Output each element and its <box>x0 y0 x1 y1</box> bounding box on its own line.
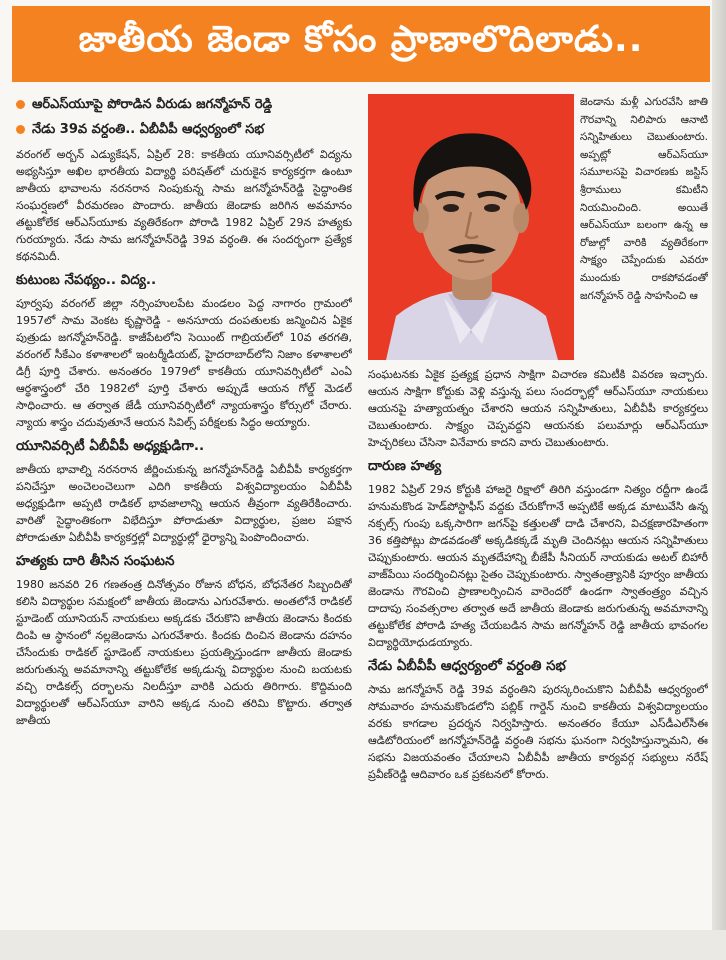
bottom-margin <box>0 930 726 960</box>
intro-paragraph: వరంగల్ అర్బన్ ఎడ్యుకేషన్, ఏప్రిల్ 28: కాకతీయ యూనివర్సిటీలో విద్యను అభ్యసిస్తూ అఖిల భారతీయ విద్యార్థి పరిషత్‌లో చురుకైన కార్యకర్తగా ఉంటూ జాతీయ భావాలను నరనరాన నింపుకున్న సామ జగన్మోహన్‌రెడ్డి సైద్ధాంతిక సంఘర్షణలో వీరమరణం పొందారు. జాతీయ జెండాకు జరిగిన అవమానం తట్టుకోలేక ఆర్‌ఎస్‌యూకు వ్యతిరేకంగా పోరాడి 1982 ఏప్రిల్ 29న హత్యకు గురయ్యారు. నేడు సామ జగన్మోహన్‌రెడ్డి 39వ వర్ధంతి. ఈ సందర్భంగా ప్రత్యేక కథనమిదీ. <box>16 148 352 263</box>
left-column <box>16 94 352 924</box>
murder-path-paragraph: 1980 జనవరి 26 గణతంత్ర దినోత్సవం రోజున బోధన, బోధనేతర సిబ్బందితో కలిసి విద్యార్థుల సమక్షంలో జాతీయ జెండాను ఎగురవేశారు. అంతలోనే రాడికల్ స్టూడెంట్ యూనియన్ నాయకులు అక్కడకు చేరుకొని జాతీయ జెండాను కిందకు దింపి ఆ స్థానంలో నల్లజెండాను ఎగురవేశారు. కిందకు దించిన జెండాను దహనం చేసేందుకు రాడికల్ స్టూడెంట్ నాయకులు ప్రయత్నిస్తుండగా జాతీయ జెండాకు జరుగుతున్న అవమానాన్ని తట్టుకోలేక అక్కడున్న విద్యార్థుల నుంచి బయటకు వచ్చి రాడికల్స్ దర్భాలను నిలదీస్తూ వారికి ఎదురు తిరిగారు. కొద్దిమంది విద్యార్థులతో ఆర్‌ఎస్‌యూ వారిని అక్కడ నుంచి తరిమి కొట్టారు. తర్వాత జాతీయ <box>16 578 352 727</box>
abvp-heading: యూనివర్సిటీ ఏబీవీపీ అధ్యక్షుడిగా.. <box>16 438 205 454</box>
murder-paragraph: 1982 ఏప్రిల్ 29న కోర్టుకి హాజరై రిక్షాలో తిరిగి వస్తుండగా నిత్యం రద్దీగా ఉండే హనుమకొండ హెడ్‌పోస్టాఫీస్ వద్దకు చేరుకోగానే అప్పటికే అక్కడ మాటువేసి ఉన్న నక్సల్స్ గుంపు ఒక్కసారిగా జగన్‌పై కత్తులతో దాడి చేశారని, విచక్షణారహితంగా 36 కత్తిపోట్లు పొడవడంతో అక్కడికక్కడే మృతి చెందినట్లు ఆయన సన్నిహితులు చెప్పుకుంటారు. ఆయన మృతదేహాన్ని బీజేపీ సీనియర్ నాయకుడు అటల్ బిహారీ వాజ్‌పేయి సందర్శించినట్లు సైతం చెప్పుకుంటారు. స్వాతంత్ర్యానికి పూర్వం జాతీయ జెండాను గౌరవించి ప్రాణాలర్పించిన వారెందరో ఉండగా స్వాతంత్ర్యం వచ్చిన దాదాపు సంవత్సరాల తర్వాత అదే జాతీయ జెండాకు జరుగుతున్న అవమానాన్ని తట్టుకోలేక పోరాడి హత్య చేయబడిన సామ జగన్మోహన్ రెడ్డి జాతీయ భావంగల విద్యార్థియోధుడయ్యారు. <box>368 483 708 649</box>
family-paragraph: పూర్వపు వరంగల్ జిల్లా నర్సింహులపేట మండలం పెద్ద నాగారం గ్రామంలో 1957లో సామ వెంకట కృష్ణారెడ్డి - అనసూయ దంపతులకు జన్మించిన ఏకైక పుత్రుడు జగన్మోహన్‌రెడ్డి. కాజీపేటలోని సెయింట్ గాబ్రియల్‌లో 10వ తరగతి, వరంగల్ సీకేఎం కళాశాలలో ఇంటర్మీడియట్, హైదరాబాద్‌లోని నిజాం కళాశాలలో డిగ్రీ పూర్తి చేశారు. అనంతరం 1979లో కాకతీయ యూనివర్సిటీలో ఎంఏ ఆర్థశాస్త్రంలో చేరి 1982లో పూర్తి చేశారు అప్పుడే ఆయన గోల్డ్ మెడల్ సాధించారు. ఆ తర్వాత జేడీ యూనివర్సిటీలో న్యాయశాస్త్రం కోర్సులో చేరారు. న్యాయ శాస్త్రం చదువుతూనే ఆయన సివిల్స్ పరీక్షలకు సిద్ధం అయ్యారు. <box>16 297 352 429</box>
bullet-point <box>16 96 352 113</box>
murder-heading: దారుణ హత్య <box>368 458 442 474</box>
bullet-text: నేడు 39వ వర్ధంతి.. ఏబీవీపీ ఆధ్వర్యంలో సభ <box>32 122 265 137</box>
text-beside-photo <box>580 94 708 360</box>
headline: జాతీయ జెండా కోసం ప్రాణాలొదిలాడు.. <box>78 19 644 60</box>
event-paragraph: సామ జగన్మోహన్ రెడ్డి 39వ వర్ధంతిని పురస్కరించుకొని ఏబీవీపీ ఆధ్వర్యంలో సోమవారం హనుమకొండలోని పబ్లిక్ గార్డెన్ నుంచి కాకతీయ విశ్వవిద్యాలయం వరకు కాగడాల ప్రదర్శన నిర్వహిస్తారు. అనంతరం కేయూ ఎస్‌డీఎల్‌సీఈ ఆడిటోరియంలో జగన్మోహన్‌రెడ్డి వర్ధంతి సభను ఘనంగా నిర్వహిస్తున్నామని, ఈ సభను విజయవంతం చేయాలని ఏబీవీపీ జాతీయ కార్యవర్గ సభ్యులు నరేష్ ప్రవీణ్‌రెడ్డి ఆదివారం ఒక ప్రకటనలో కోరారు. <box>368 683 708 781</box>
page-edge-shadow <box>712 0 726 960</box>
right-column <box>368 94 708 924</box>
beside-photo-paragraph: జెండాను మళ్లీ ఎగురవేసి జాతి గౌరవాన్ని నిలిపారు ఆనాటి సన్నిహితులు చెబుతుంటారు. అప్పట్లో ఆర్‌ఎస్‌యూ సమూలసపై విచారణకు జస్టిస్ శ్రీరాములు కమిటీని నియమించింది. అయితే ఆర్‌ఎస్‌యూ బలంగా ఉన్న ఆ రోజుల్లో వారికి వ్యతిరేకంగా సాక్ష్యం చెప్పేందుకు ఎవరూ ముందుకు రాకపోవడంతో జగన్మోహన్ రెడ్డి సాహసించి ఆ <box>580 96 708 302</box>
bullet-dot-icon <box>16 125 25 134</box>
bullet-point <box>16 121 352 138</box>
abvp-paragraph: జాతీయ భావాల్ని నరనరాన జీర్ణించుకున్న జగన్మోహన్‌రెడ్డి ఏబీవీపీ కార్యకర్తగా పనిచేస్తూ అంచెలంచెలుగా ఎదిగి కాకతీయ విశ్వవిద్యాలయం ఏబీవీపీ అధ్యక్షుడిగా అప్పటి రాడికల్ భావజాలాన్ని ఆయన తీవ్రంగా వ్యతిరేకించారు. వారితో సైద్ధాంతికంగా విభేదిస్తూ పోరాడుతూ విద్యార్థుల, ప్రజల పక్షాన పోరాడుతూ ఏబీవీపీ కార్యకర్తల్లో విద్యార్థుల్లో ధైర్యాన్ని పెంపొందించారు. <box>16 463 352 544</box>
continued-paragraph: సంఘటనకు ఏకైక ప్రత్యక్ష ప్రధాన సాక్షిగా విచారణ కమిటీకి వివరణ ఇచ్చారు. ఆయన సాక్షిగా కోర్టుకు వెళ్లి వస్తున్న పలు సందర్భాల్లో ఆర్‌ఎస్‌యూ నాయకులు ఆయనపై హత్యాయత్నం చేశారని ఆయన సన్నిహితులు, ఏబీవీపీ కార్యకర్తలు చెబుతుంటారు. సాక్ష్యం చెప్పవద్దని ఆయనకు పలుమార్లు ఆర్‌ఎస్‌యూ హెచ్చరికలు చేసినా వినేవారు కాదని వారు చెబుతుంటారు. <box>368 368 708 449</box>
event-heading: నేడు ఏబీవీపీ ఆధ్వర్యంలో వర్ధంతి సభ <box>368 658 566 674</box>
headline-banner <box>12 6 710 82</box>
text-below-photo <box>368 366 708 922</box>
bullet-text: ఆర్‌ఎస్‌యూపై పోరాడిన వీరుడు జగన్మోహన్ రెడ్డి <box>32 97 273 112</box>
portrait-photo <box>368 94 574 360</box>
murder-path-heading: హత్యకు దారి తీసిన సంఘటన <box>16 553 175 569</box>
portrait-image <box>368 94 574 360</box>
bullet-dot-icon <box>16 100 25 109</box>
family-heading: కుటుంబ నేపథ్యం.. విద్య.. <box>16 272 157 288</box>
